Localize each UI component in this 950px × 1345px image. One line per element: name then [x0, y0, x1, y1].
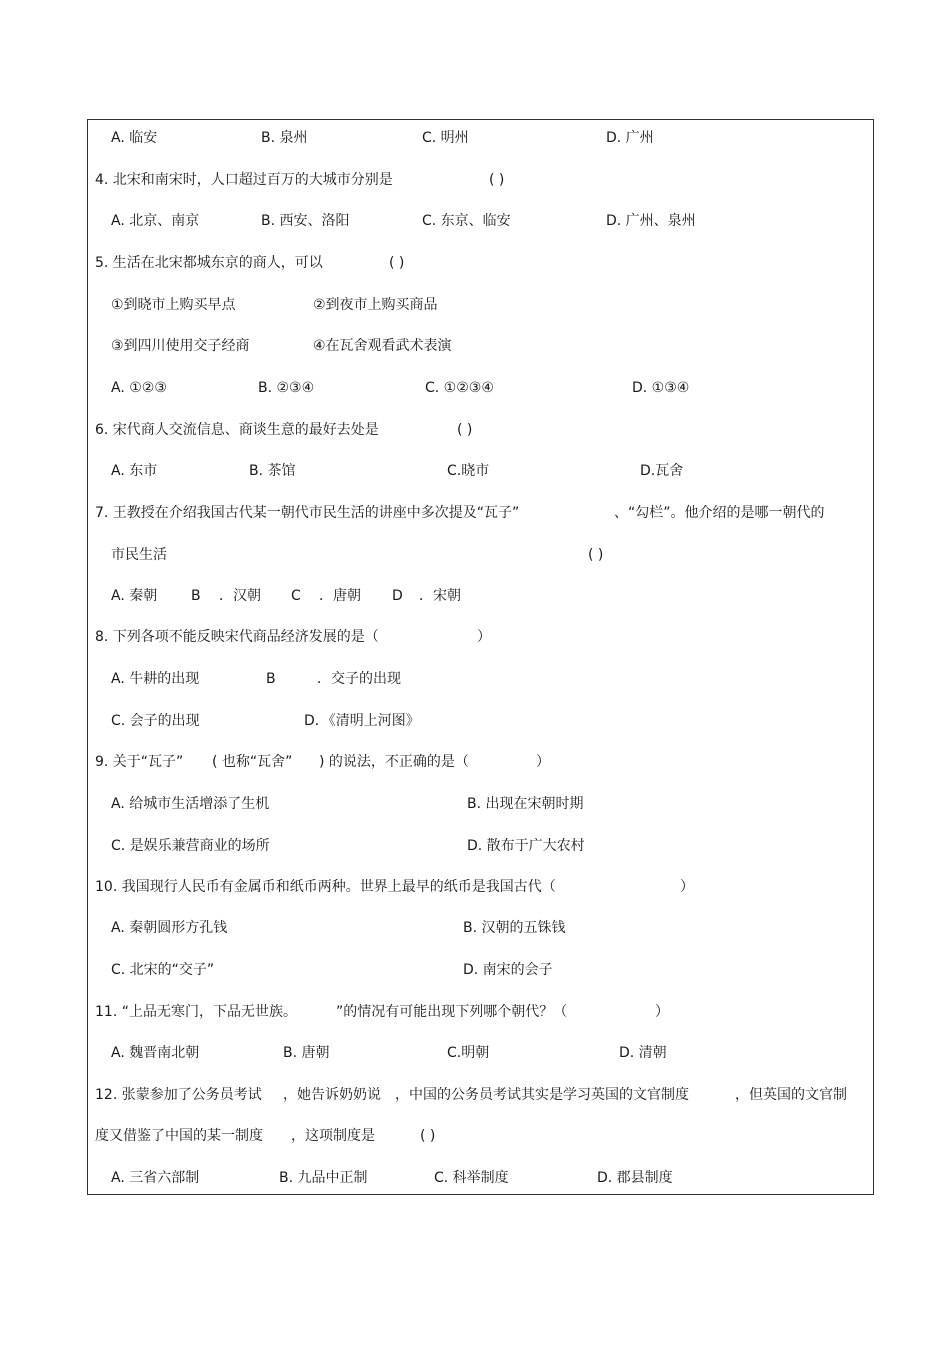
q9-stem-part-3: ) 的说法，不正确的是（	[319, 754, 469, 770]
q5-item-3: ③到四川使用交子经商	[111, 338, 250, 354]
q9-answer-close: ）	[536, 754, 550, 770]
q3-option-a: A. 临安	[111, 130, 158, 146]
q12-option-c: C. 科举制度	[434, 1170, 509, 1186]
q9-stem-part-1: 9. 关于“瓦子”	[95, 754, 184, 770]
q10-option-a: A. 秦朝圆形方孔钱	[111, 920, 228, 936]
q8-option-c: C. 会子的出现	[111, 713, 200, 729]
q12-option-d: D. 郡县制度	[597, 1170, 673, 1186]
q12-stem-part-1: 12. 张蒙参加了公务员考试	[95, 1087, 262, 1103]
q6-option-a: A. 东市	[111, 463, 158, 479]
q4-option-a: A. 北京、南京	[111, 213, 200, 229]
q8-stem: 8. 下列各项不能反映宋代商品经济发展的是（	[95, 629, 379, 645]
q10-option-c: C. 北宋的“交子”	[111, 962, 215, 978]
q10-answer-close: ）	[680, 879, 694, 895]
q6-option-d: D.瓦舍	[640, 463, 684, 479]
q7-answer-paren: ( )	[588, 547, 604, 563]
q11-stem-part-2: ”的情况有可能出现下列哪个朝代？（	[336, 1004, 568, 1020]
question-table-border	[87, 119, 874, 1195]
q4-answer-paren: ( )	[489, 172, 505, 188]
q11-option-b: B. 唐朝	[283, 1045, 330, 1061]
q6-option-c: C.晓市	[447, 463, 490, 479]
q12-stem-part-3: ，中国的公务员考试其实是学习英国的文官制度	[395, 1087, 689, 1103]
q7-option-c-text: ．唐朝	[319, 588, 361, 604]
q10-option-d: D. 南宋的会子	[463, 962, 553, 978]
q6-answer-paren: ( )	[457, 422, 473, 438]
q4-option-c: C. 东京、临安	[422, 213, 511, 229]
q3-option-d: D. 广州	[606, 130, 654, 146]
q8-option-a: A. 牛耕的出现	[111, 671, 200, 687]
q4-option-d: D. 广州、泉州	[606, 213, 696, 229]
q12-answer-paren: ( )	[420, 1128, 436, 1144]
q7-stem-part-3: 市民生活	[111, 547, 167, 563]
q12-stem-part-5: 度又借鉴了中国的某一制度	[95, 1128, 263, 1144]
q11-option-c: C.明朝	[447, 1045, 490, 1061]
q5-option-d: D. ①③④	[632, 380, 690, 396]
q7-option-a: A. 秦朝	[111, 588, 158, 604]
q7-stem-part-2: 、“勾栏”。他介绍的是哪一朝代的	[614, 505, 825, 521]
q11-stem-part-1: 11. “上品无寒门，下品无世族。	[95, 1004, 297, 1020]
q10-option-b: B. 汉朝的五铢钱	[463, 920, 566, 936]
q7-option-b-text: ．汉朝	[219, 588, 261, 604]
q9-option-b: B. 出现在宋朝时期	[467, 796, 584, 812]
q5-option-a: A. ①②③	[111, 380, 167, 396]
q8-answer-close: ）	[477, 629, 491, 645]
q9-option-d: D. 散布于广大农村	[467, 838, 585, 854]
q12-stem-part-4: ，但英国的文官制	[735, 1087, 847, 1103]
q5-item-1: ①到晓市上购买早点	[111, 297, 236, 313]
q7-option-d-letter: D	[392, 588, 403, 604]
q9-stem-part-2: ( 也称“瓦舍”	[212, 754, 293, 770]
q4-option-b: B. 西安、洛阳	[261, 213, 350, 229]
q5-option-c: C. ①②③④	[425, 380, 494, 396]
q11-option-d: D. 清朝	[619, 1045, 667, 1061]
q7-stem-part-1: 7. 王教授在介绍我国古代某一朝代市民生活的讲座中多次提及“瓦子”	[95, 505, 520, 521]
q12-option-a: A. 三省六部制	[111, 1170, 200, 1186]
q12-option-b: B. 九品中正制	[279, 1170, 368, 1186]
q8-option-b-text: ．交子的出现	[317, 671, 401, 687]
q10-stem: 10. 我国现行人民币有金属币和纸币两种。世界上最早的纸币是我国古代（	[95, 879, 556, 895]
q5-option-b: B. ②③④	[258, 380, 315, 396]
q5-stem: 5. 生活在北宋都城东京的商人，可以	[95, 255, 323, 271]
q8-option-d: D．《清明上河图》	[304, 713, 420, 729]
q5-item-4: ④在瓦舍观看武术表演	[313, 338, 452, 354]
q11-option-a: A. 魏晋南北朝	[111, 1045, 200, 1061]
q6-stem: 6. 宋代商人交流信息、商谈生意的最好去处是	[95, 422, 379, 438]
q9-option-a: A. 给城市生活增添了生机	[111, 796, 270, 812]
q3-option-c: C. 明州	[422, 130, 469, 146]
q9-option-c: C. 是娱乐兼营商业的场所	[111, 838, 270, 854]
q12-stem-part-2: ，她告诉奶奶说	[283, 1087, 381, 1103]
q4-stem: 4. 北宋和南宋时，人口超过百万的大城市分别是	[95, 172, 393, 188]
q6-option-b: B. 茶馆	[249, 463, 296, 479]
q7-option-d-text: ．宋朝	[419, 588, 461, 604]
q3-option-b: B. 泉州	[261, 130, 308, 146]
q5-item-2: ②到夜市上购买商品	[313, 297, 438, 313]
q7-option-b-letter: B	[191, 588, 201, 604]
q12-stem-part-6: ，这项制度是	[291, 1128, 375, 1144]
q11-answer-close: ）	[655, 1004, 669, 1020]
q7-option-c-letter: C	[291, 588, 301, 604]
q5-answer-paren: ( )	[389, 255, 405, 271]
q8-option-b-letter: B	[266, 671, 276, 687]
